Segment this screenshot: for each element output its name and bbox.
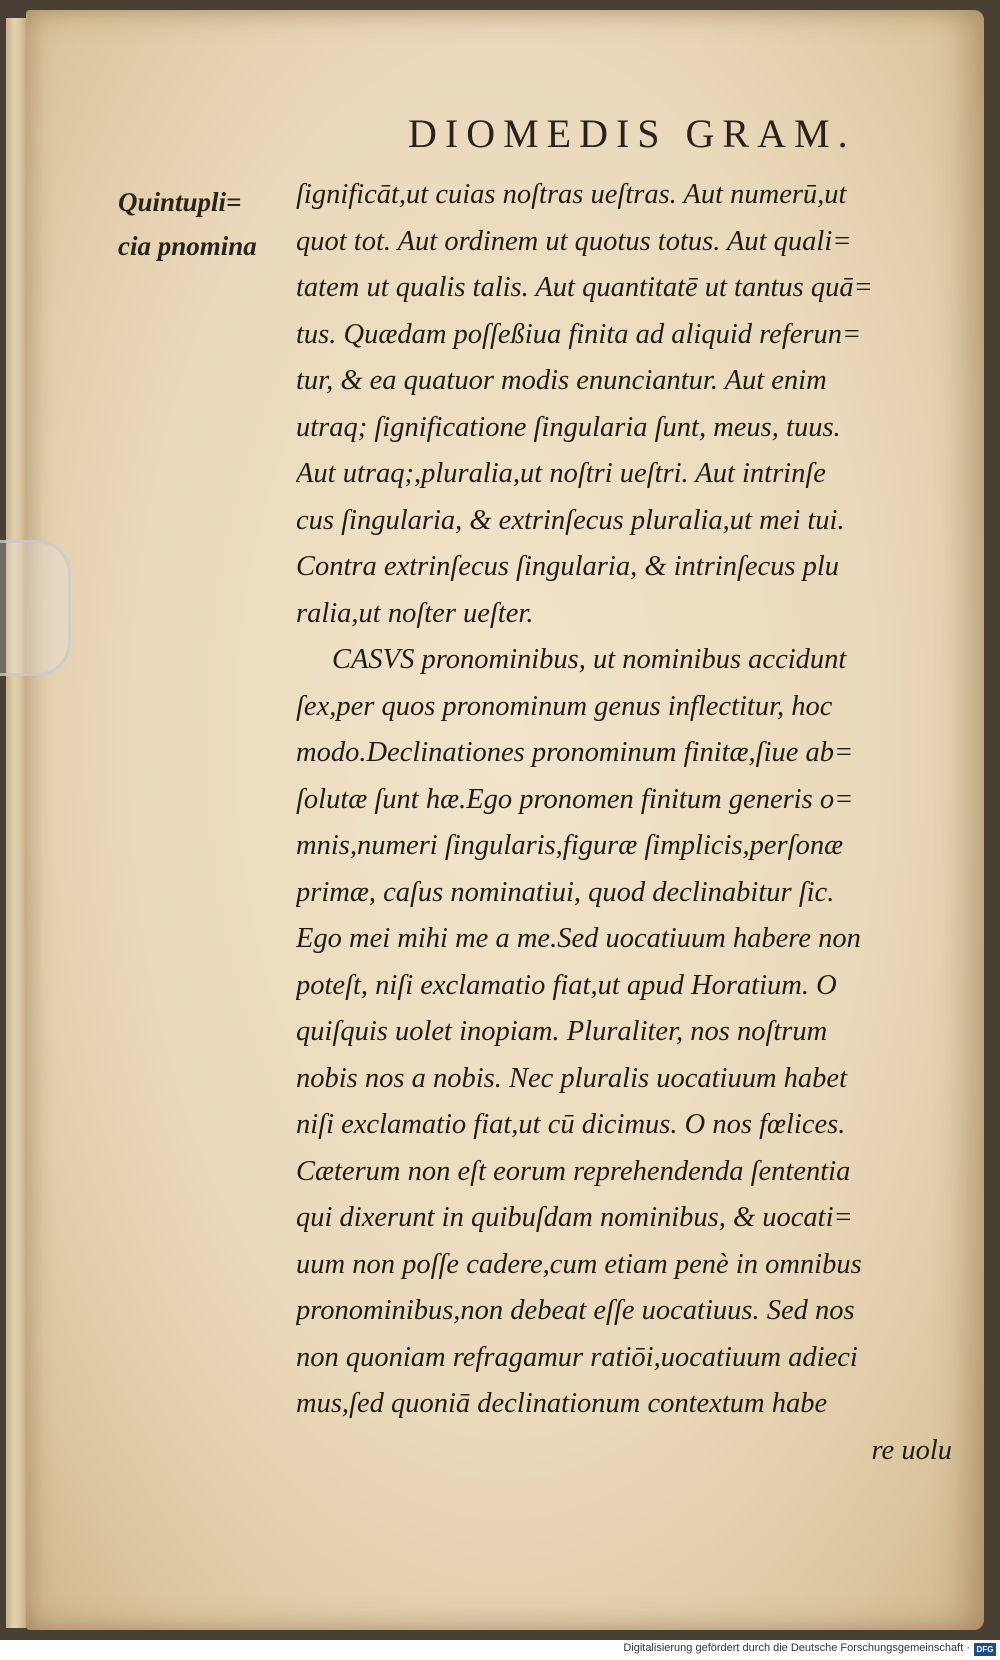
text-line: ralia,ut noſter ueſter.: [296, 597, 534, 629]
paragraph-start-line: CASVS pronominibus, ut nominibus accidunt: [332, 644, 847, 675]
dfg-logo-icon: DFG: [974, 1643, 996, 1656]
text-line: cus ſingularia, & extrinſecus pluralia,ut mei tui.: [296, 504, 845, 536]
text-line: uum non poſſe cadere,cum etiam penè in omnibus: [296, 1248, 862, 1280]
text-line: Contra extrinſecus ſingularia, & intrinſecus plu: [296, 551, 840, 582]
running-head: DIOMEDIS GRAM.: [408, 111, 856, 156]
text-line: primæ, caſus nominatiui, quod declinabitur ſic.: [296, 876, 835, 908]
text-line: mnis,numeri ſingularis,figuræ ſimplicis,perſonæ: [296, 830, 844, 861]
text-line: non quoniam refragamur ratiōi,uocatiuum adieci: [296, 1341, 858, 1373]
text-line: Cæterum non eſt eorum reprehendenda ſententia: [296, 1155, 851, 1187]
text-line: quot tot. Aut ordinem ut quotus totus. Aut quali=: [296, 225, 852, 257]
margin-note: [118, 180, 293, 268]
text-line: ſolutæ ſunt hæ.Ego pronomen finitum generis o=: [296, 783, 854, 815]
text-line: mus,ſed quoniā declinationum contextum habe: [296, 1388, 828, 1419]
catchword-line: re uolu: [871, 1434, 952, 1466]
text-line: tatem ut qualis talis. Aut quantitatē ut tantus quā=: [296, 272, 873, 303]
text-line: ſex,per quos pronominum genus inflectitur, hoc: [296, 690, 833, 722]
text-line: utraq; ſignificatione ſingularia ſunt, meus, tuus.: [296, 411, 841, 443]
text-line: niſi exclamatio fiat,ut cū dicimus. O nos fœlices.: [296, 1109, 846, 1140]
text-line: modo.Declinationes pronominum finitæ,ſiue ab=: [296, 737, 854, 768]
text-line: tus. Quædam poſſeßiua finita ad aliquid referun=: [296, 318, 862, 350]
page-clip: [0, 540, 71, 676]
text-line: pronominibus,non debeat eſſe uocatiuus. Sed nos: [296, 1295, 855, 1326]
text-line: tur, & ea quatuor modis enunciantur. Aut enim: [296, 365, 827, 396]
text-line: poteſt, niſi exclamatio fiat,ut apud Horatium. O: [296, 969, 837, 1001]
text-line: quiſquis uolet inopiam. Pluraliter, nos noſtrum: [296, 1016, 828, 1047]
body-text: [296, 172, 976, 1474]
text-line: Ego mei mihi me a me.Sed uocatiuum habere non: [296, 923, 861, 954]
text-line: nobis nos a nobis. Nec pluralis uocatiuum habet: [296, 1062, 847, 1094]
margin-note-line: Quintupli=: [118, 187, 242, 217]
margin-note-line: cia pnomina: [118, 231, 257, 261]
text-line: qui dixerunt in quibuſdam nominibus, & uocati=: [296, 1202, 853, 1233]
text-line: ſignificāt,ut cuias noſtras ueſtras. Aut numerū,ut: [296, 179, 847, 210]
text-line: Aut utraq;,pluralia,ut noſtri ueſtri. Aut intrinſe: [296, 458, 826, 489]
footer-credit: Digitalisierung gefördert durch die Deutsche Forschungsgemeinschaft ·: [623, 1642, 970, 1654]
digitization-footer: [0, 1640, 1000, 1660]
